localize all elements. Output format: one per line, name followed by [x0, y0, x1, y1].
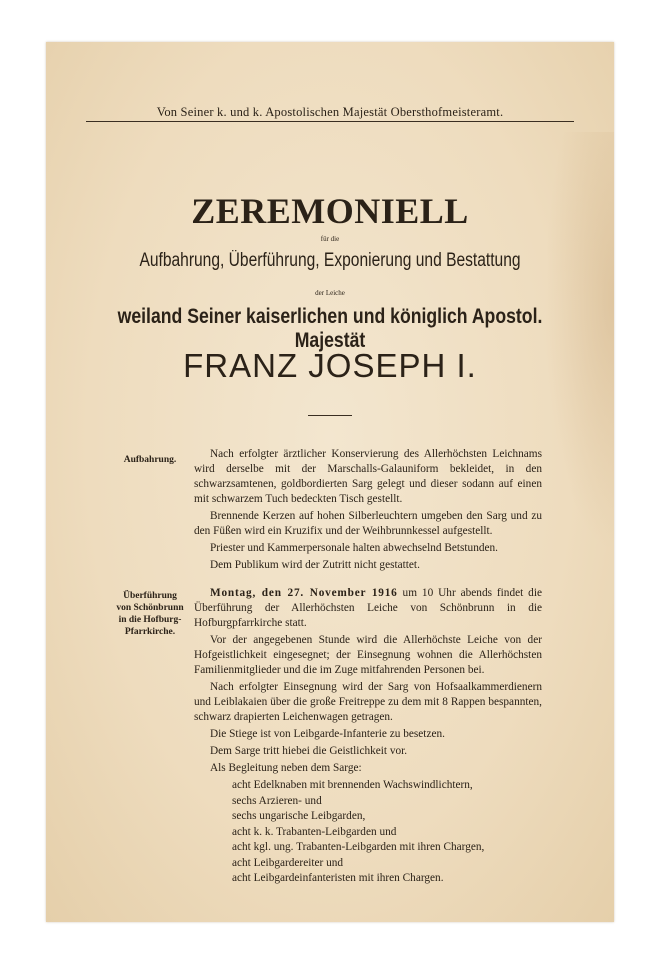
list-item: sechs ungarische Leibgarden, [232, 810, 366, 822]
title-connector-der-leiche: der Leiche [315, 289, 345, 297]
heading-line: Überführung [123, 591, 177, 601]
paragraph: Brennende Kerzen auf hohen Silberleuchtern umgeben den Sarg und zu den Füßen wird ein Kruzifix und der Weihbrunnkessel aufgestellt. [194, 510, 542, 537]
section-heading-ueberfuehrung [108, 590, 192, 638]
paragraph: Als Begleitung neben dem Sarge: [210, 762, 362, 774]
list-item: acht k. k. Trabanten-Leibgarden und [232, 825, 397, 838]
heading-line: in die Hofburg- [118, 615, 182, 625]
paragraph: Priester und Kammerpersonale halten abwechselnd Betstunden. [210, 542, 498, 554]
paragraph: Nach erfolgter Einsegnung wird der Sarg von Hofsaalkammerdienern und Leiblakaien über die große Freitreppe zu dem mit 8 Rappen bespannten, schwarz drapierten Leichenwagen getragen. [194, 681, 542, 723]
document-subtitle: Aufbahrung, Überführung, Exponierung und Bestattung [139, 250, 521, 271]
issuing-office: Von Seiner k. und k. Apostolischen Majestät Obersthofmeisteramt. [156, 105, 504, 119]
title-connector-fuer-die: für die [320, 235, 340, 243]
paragraph: Die Stiege ist von Leibgarde-Infanterie zu besetzen. [210, 728, 445, 740]
title-divider [308, 415, 352, 416]
paragraph: Dem Publikum wird der Zutritt nicht gestattet. [210, 559, 420, 571]
heading-line: von Schönbrunn [116, 603, 184, 613]
paragraph: Vor der angegebenen Stunde wird die Allerhöchste Leiche von der Hofgeistlichkeit eingesegnet; der Einsegnung wohnen die Allerhöchsten Familienmitglieder und die im Zuge mitfahrenden Personen bei. [194, 634, 542, 676]
paragraph: Nach erfolgter ärztlicher Konservierung des Allerhöchsten Leichnams wird derselbe mit der Marschalls-Galauniform bekleidet, in den schwarzsamtenen, goldbordierten Sarg gelegt und dieser sodann auf einen mit schwarzem Tuch bedeckten Tisch gestellt. [194, 448, 542, 505]
section-heading-aufbahrung: Aufbahrung. [123, 455, 177, 465]
heading-line: Pfarrkirche. [124, 627, 176, 637]
list-item: acht kgl. ung. Trabanten-Leibgarden mit ihren Chargen, [232, 841, 485, 853]
header-rule [86, 121, 574, 122]
paragraph-text: um 10 Uhr abends findet die Überführung der Allerhöchsten Leiche von Schönbrunn in die Hofburgpfarrkirche statt. [194, 587, 542, 629]
paragraph: Dem Sarge tritt hiebei die Geistlichkeit vor. [210, 745, 408, 757]
document-page [46, 42, 614, 922]
section-body-aufbahrung [194, 447, 542, 575]
list-item: acht Leibgardeinfanteristen mit ihren Chargen. [232, 872, 444, 884]
paragraph [194, 586, 542, 631]
section-body-ueberfuehrung [194, 586, 542, 887]
list-item: acht Leibgardereiter und [232, 856, 344, 869]
list-item: acht Edelknaben mit brennenden Wachswindlichtern, [232, 779, 473, 791]
escort-list [194, 778, 542, 887]
document-title: ZEREMONIELL [191, 191, 469, 231]
emperor-name: FRANZ JOSEPH I. [183, 347, 477, 384]
date-emphasis: Montag, den 27. November 1916 [210, 587, 398, 599]
list-item: sechs Arzieren- und [232, 794, 322, 807]
majesty-line: weiland Seiner kaiserlichen und königlich Apostol. Majestät [117, 305, 543, 352]
